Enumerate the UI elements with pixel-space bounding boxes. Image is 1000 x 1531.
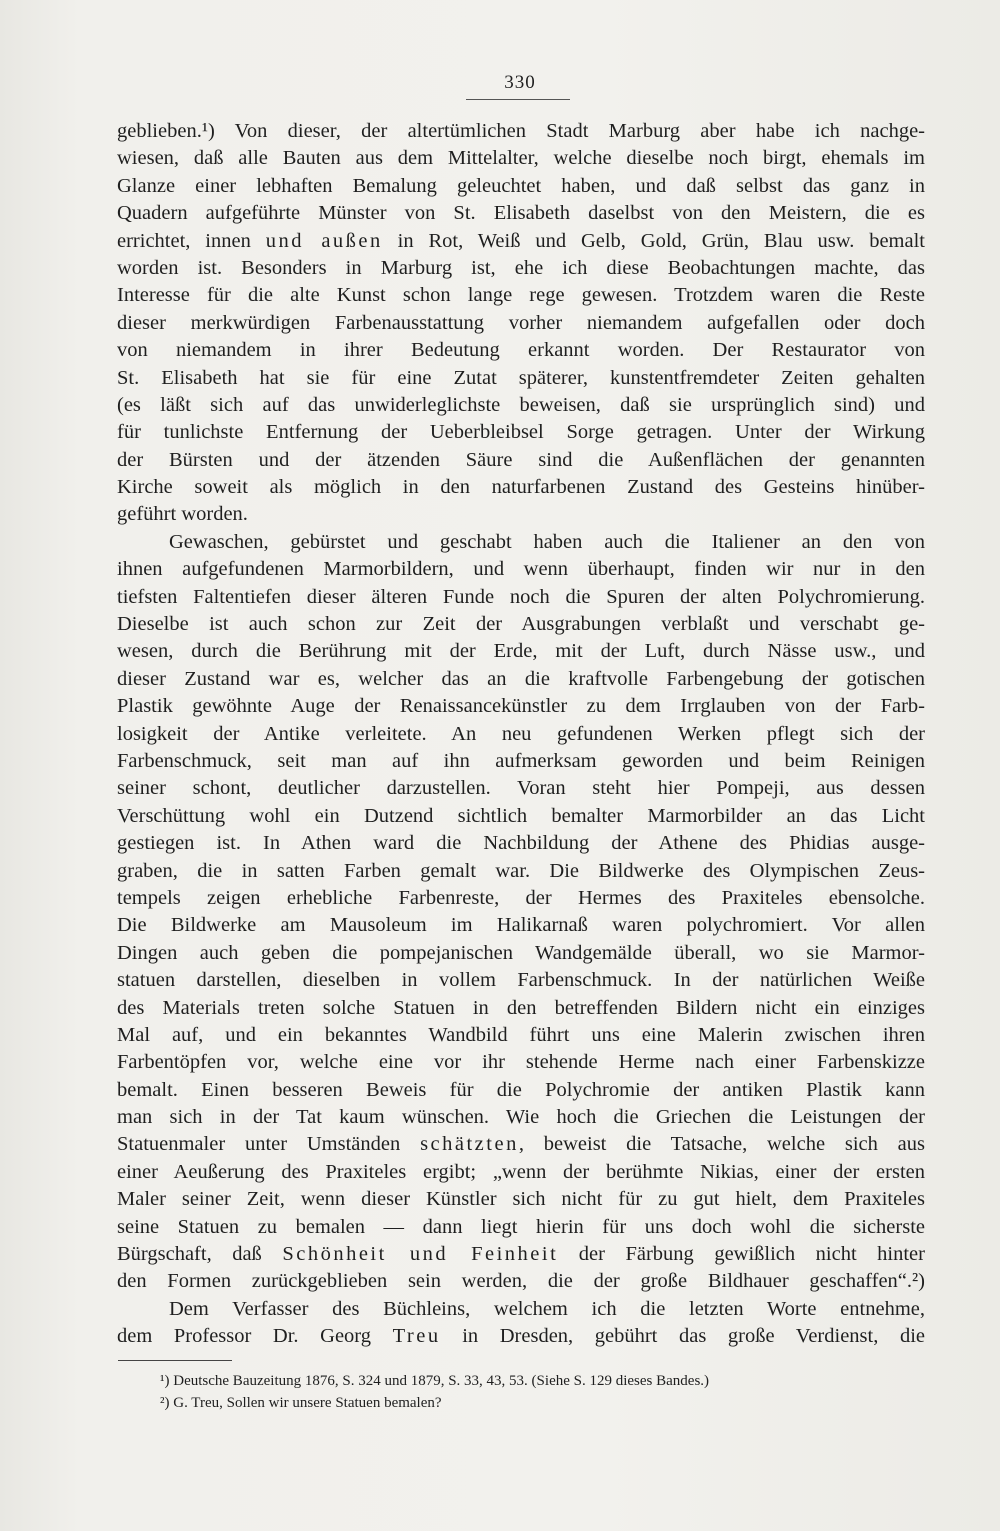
footnote-separator <box>118 1360 232 1361</box>
text-line: bemalt. Einen besseren Beweis für die Polychromie der antiken Plastik kann <box>117 1078 925 1101</box>
footnote-marker: ²) <box>160 1395 174 1411</box>
text-line: Plastik gewöhnte Auge der Renaissancekünstler zu dem Irrglauben von der Farb- <box>117 695 925 718</box>
emphasized-text: Schönheit und Feinheit <box>282 1243 559 1266</box>
emphasized-text: und außen <box>265 229 383 252</box>
text-line: Mal auf, und ein bekanntes Wandbild führt uns eine Malerin zwischen ihren <box>117 1023 925 1046</box>
text-line: den Formen zurückgeblieben sein werden, die der große Bildhauer geschaffen“.²) <box>117 1270 925 1293</box>
footnote-marker: ¹) <box>160 1373 174 1389</box>
text-line: für tunlichste Entfernung der Ueberbleibsel Sorge getragen. Unter der Wirkung <box>117 421 925 444</box>
text-line: des Materials treten solche Statuen in den betreffenden Bildern nicht ein einziges <box>117 996 925 1019</box>
text-line <box>117 1323 925 1350</box>
text-segment: der Färbung gewißlich nicht hinter <box>558 1243 925 1266</box>
text-line: Farbenschmuck, seit man auf ihn aufmerksam geworden und beim Reinigen <box>117 749 925 772</box>
text-line: Gewaschen, gebürstet und geschabt haben auch die Italiener an den von <box>169 530 925 553</box>
text-segment: , beweist die Tatsache, welche sich aus <box>518 1133 925 1156</box>
emphasized-text: schätzten <box>420 1133 519 1156</box>
footnote <box>160 1370 920 1392</box>
text-line: (es läßt sich auf das unwiderleglichste beweisen, daß sie ursprünglich sind) und <box>117 393 925 416</box>
text-line <box>117 1296 925 1323</box>
text-line <box>117 1131 925 1158</box>
footnotes <box>160 1370 920 1414</box>
text-line: tempels zeigen erhebliche Farbenreste, der Hermes des Praxiteles ebensolche. <box>117 886 925 909</box>
page-number-rule <box>466 99 570 100</box>
text-line: gestiegen ist. In Athen ward die Nachbildung der Athene des Phidias ausge- <box>117 832 925 855</box>
text-segment: Bürgschaft, daß <box>117 1243 283 1266</box>
text-segment: Dem Verfasser des Büchleins, welchem ich die letzten Worte entnehme, <box>169 1297 925 1320</box>
page-number: 330 <box>504 72 536 93</box>
text-line: wiesen, daß alle Bauten aus dem Mittelalter, welche dieselbe noch birgt, ehemals im <box>117 147 925 170</box>
body-text <box>117 118 925 1351</box>
text-line: Farbentöpfen vor, welche eine vor ihr stehende Herme nach einer Farbenskizze <box>117 1051 925 1074</box>
text-segment: in Dresden, gebührt das große Verdienst, die <box>440 1325 925 1348</box>
text-line: graben, die in satten Farben gemalt war. Die Bildwerke des Olympischen Zeus- <box>117 859 925 882</box>
text-line: Kirche soweit als möglich in den naturfarbenen Zustand des Gesteins hinüber- <box>117 476 925 499</box>
text-line: geführt worden. <box>117 503 248 526</box>
text-line: Quadern aufgeführte Münster von St. Elisabeth daselbst von den Meistern, die es <box>117 202 925 225</box>
footnote <box>160 1392 920 1414</box>
text-line: tiefsten Faltentiefen dieser älteren Funde noch die Spuren der alten Polychromierung. <box>117 585 925 608</box>
text-segment: Statuenmaler unter Umständen <box>117 1133 421 1156</box>
text-line: Verschüttung wohl ein Dutzend sichtlich bemalter Marmorbilder an das Licht <box>117 804 925 827</box>
text-line: worden ist. Besonders in Marburg ist, ehe ich diese Beobachtungen machte, das <box>117 256 925 279</box>
text-line: von niemandem in ihrer Bedeutung erkannt worden. Der Restaurator von <box>117 339 925 362</box>
text-line <box>117 228 925 255</box>
text-line <box>117 1241 925 1268</box>
text-line: losigkeit der Antike verleitete. An neu gefundenen Werken pflegt sich der <box>117 722 925 745</box>
text-line: dieser merkwürdigen Farbenausstattung vorher niemandem aufgefallen oder doch <box>117 311 925 334</box>
footnote-text: Deutsche Bauzeitung 1876, S. 324 und 1879, S. 33, 43, 53. (Siehe S. 129 dieses Bandes.) <box>173 1373 710 1389</box>
text-line: Die Bildwerke am Mausoleum im Halikarnaß waren polychromiert. Vor allen <box>117 914 925 937</box>
text-line: geblieben.¹) Von dieser, der altertümlichen Stadt Marburg aber habe ich nachge- <box>117 120 925 142</box>
text-line: Maler seiner Zeit, wenn dieser Künstler sich nicht für zu gut hielt, dem Praxiteles <box>117 1188 925 1211</box>
text-line: seine Statuen zu bemalen — dann liegt hierin für uns doch wohl die sicherste <box>117 1215 925 1238</box>
text-line: Dingen auch geben die pompejanischen Wandgemälde überall, wo sie Marmor- <box>117 941 925 964</box>
text-line: dieser Zustand war es, welcher das an die kraftvolle Farbengebung der gotischen <box>117 667 925 690</box>
text-segment: in Rot, Weiß und Gelb, Gold, Grün, Blau usw. bemalt <box>382 229 925 252</box>
text-line: man sich in der Tat kaum wünschen. Wie hoch die Griechen die Leistungen der <box>117 1106 925 1129</box>
emphasized-text: Treu <box>392 1325 441 1348</box>
text-line: seiner schont, deutlicher darzustellen. Voran steht hier Pompeji, aus dessen <box>117 777 925 800</box>
footnote-text: G. Treu, Sollen wir unsere Statuen bemalen? <box>173 1395 442 1411</box>
text-line: Interesse für die alte Kunst schon lange rege gewesen. Trotzdem waren die Reste <box>117 284 925 307</box>
text-line: statuen darstellen, dieselben in vollem Farbenschmuck. In der natürlichen Weiße <box>117 969 925 992</box>
text-line: St. Elisabeth hat sie für eine Zutat späterer, kunstentfremdeter Zeiten gehalten <box>117 366 925 389</box>
text-segment: errichtet, innen <box>117 229 266 252</box>
text-line: der Bürsten und der ätzenden Säure sind die Außenflächen der genannten <box>117 448 925 471</box>
text-segment: dem Professor Dr. Georg <box>117 1325 393 1348</box>
text-line: ihnen aufgefundenen Marmorbildern, und wenn überhaupt, finden wir nur in den <box>117 558 925 581</box>
text-line: Glanze einer lebhaften Bemalung geleuchtet haben, und daß selbst das ganz in <box>117 174 925 197</box>
text-line: einer Aeußerung des Praxiteles ergibt; „wenn der berühmte Nikias, einer der ersten <box>117 1160 925 1183</box>
text-line: Dieselbe ist auch schon zur Zeit der Ausgrabungen verblaßt und verschabt ge- <box>117 613 925 636</box>
text-line: wesen, durch die Berührung mit der Erde, mit der Luft, durch Nässe usw., und <box>117 640 925 663</box>
